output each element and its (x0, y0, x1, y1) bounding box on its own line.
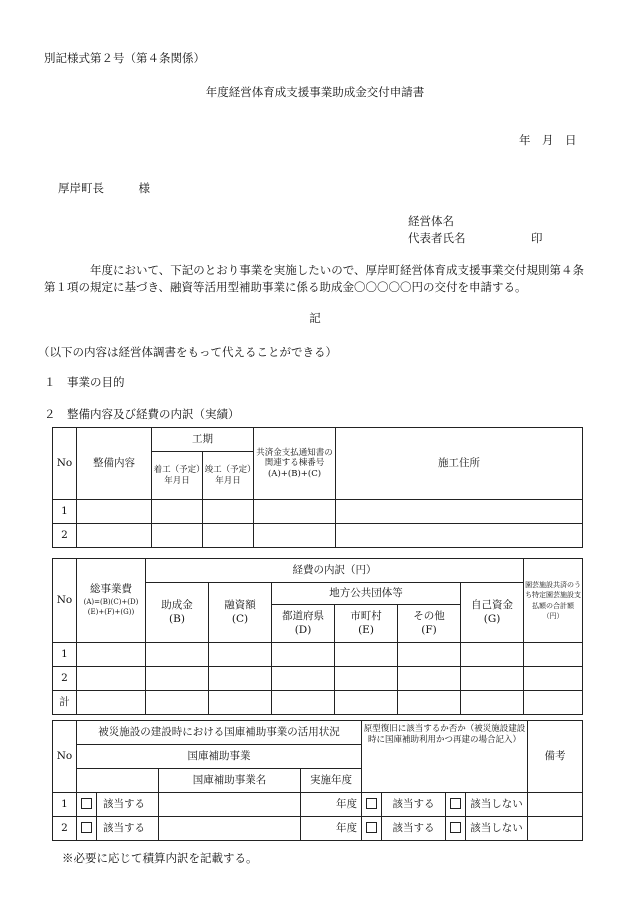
col-national-name: 国庫補助事業名 (159, 769, 301, 793)
applicable-label: 該当する (97, 793, 159, 817)
cell[interactable] (335, 643, 398, 667)
remarks-cell[interactable] (528, 817, 583, 841)
cell[interactable] (398, 691, 461, 715)
restore-yes-checkbox[interactable] (362, 817, 382, 841)
col-national: 国庫補助事業 (77, 745, 362, 769)
other-label: その他 (413, 610, 445, 623)
subsidy-label: 助成金 (161, 599, 193, 612)
subsidy-usage-table (52, 720, 583, 841)
national-name-cell[interactable] (159, 817, 301, 841)
own-code: (G) (483, 612, 501, 625)
muni-code: (E) (358, 623, 374, 636)
col-no: No (53, 559, 77, 643)
ki-heading: 記 (309, 311, 321, 325)
table-row (53, 667, 583, 691)
other-code: (F) (421, 623, 437, 636)
col-restoration: 原型復旧に該当するか否か（被災施設建設時に国庫補助利用かつ再建の場合記入） (362, 721, 528, 793)
subsidy-code: (B) (169, 612, 185, 625)
cell[interactable] (398, 643, 461, 667)
row-number: 2 (53, 817, 77, 841)
cell[interactable] (272, 691, 335, 715)
col-subsidy (146, 583, 209, 643)
cell[interactable] (77, 524, 152, 548)
notice-label: 共済金支払通知書の関連する棟番号 (256, 447, 333, 469)
col-end: 竣工（予定）年月日 (203, 452, 254, 500)
applicable-checkbox[interactable] (77, 817, 97, 841)
cell[interactable] (146, 691, 209, 715)
cell[interactable] (272, 667, 335, 691)
cell[interactable] (398, 667, 461, 691)
cell[interactable] (77, 500, 152, 524)
row-number: 2 (53, 524, 77, 548)
table-row (53, 500, 583, 524)
row-number: 1 (53, 500, 77, 524)
national-name-cell[interactable] (159, 793, 301, 817)
date-field: 年 月 日 (519, 133, 577, 147)
muni-label: 市町村 (350, 610, 382, 623)
footnote: ※必要に応じて積算内訳を記載する。 (62, 851, 258, 865)
col-address: 施工住所 (336, 428, 583, 500)
restore-no-label: 該当しない (466, 817, 528, 841)
expense-table (52, 558, 583, 715)
col-prefecture (272, 605, 335, 643)
cell[interactable] (524, 667, 583, 691)
section-breakdown: ２ 整備内容及び経費の内訳（実績） (44, 407, 240, 421)
col-municipality (335, 605, 398, 643)
total-formula: (A)=(B)(C)+(D)(E)+(F)+(G)) (83, 597, 139, 617)
cell[interactable] (209, 643, 272, 667)
cell[interactable] (203, 524, 254, 548)
row-number: 計 (53, 691, 77, 715)
year-suffix[interactable]: 年度 (301, 817, 362, 841)
row-number: 1 (53, 643, 77, 667)
cell[interactable] (335, 691, 398, 715)
row-number: 2 (53, 667, 77, 691)
col-local-gov: 地方公共団体等 (272, 583, 461, 605)
cell[interactable] (461, 691, 524, 715)
col-no: No (53, 721, 77, 793)
cell[interactable] (77, 643, 146, 667)
substitute-note: （以下の内容は経営体調書をもって代えることができる） (38, 345, 337, 359)
cell[interactable] (209, 667, 272, 691)
cell[interactable] (461, 667, 524, 691)
remarks-cell[interactable] (528, 793, 583, 817)
cell[interactable] (524, 643, 583, 667)
row-number: 1 (53, 793, 77, 817)
table-row (53, 643, 583, 667)
col-own-funds (461, 583, 524, 643)
col-remarks: 備考 (528, 721, 583, 793)
works-table (52, 427, 583, 548)
table-row (53, 817, 583, 841)
page-title: 年度経営体育成支援事業助成金交付申請書 (205, 85, 425, 99)
pref-code: (D) (294, 623, 312, 636)
cell[interactable] (152, 500, 203, 524)
col-horticulture: 園芸施設共済のうち特定園芸施設支払額の合計額（円） (524, 559, 583, 643)
entity-name-label: 経営体名 (408, 214, 454, 228)
application-paragraph: 年度において、下記のとおり事業を実施したいので、厚岸町経営体育成支援事業交付規則第４条第１項の規定に基づき、融資等活用型補助事業に係る助成金〇〇〇〇〇円の交付を申請する。 (44, 263, 585, 294)
cell[interactable] (209, 691, 272, 715)
restore-no-label: 該当しない (466, 793, 528, 817)
seal-mark: 印 (531, 231, 543, 245)
restore-no-checkbox[interactable] (446, 793, 466, 817)
restore-yes-label: 該当する (382, 793, 446, 817)
table-row (53, 793, 583, 817)
notice-formula: (A)+(B)+(C) (267, 468, 322, 479)
applicable-label: 該当する (97, 817, 159, 841)
col-no: No (53, 428, 77, 500)
col-period: 工期 (152, 428, 254, 452)
total-label: 総事業費 (90, 583, 132, 596)
restore-yes-checkbox[interactable] (362, 793, 382, 817)
table-row-total (53, 691, 583, 715)
cell[interactable] (152, 524, 203, 548)
cell[interactable] (146, 667, 209, 691)
col-start: 着工（予定）年月日 (152, 452, 203, 500)
cell[interactable] (146, 643, 209, 667)
col-total (77, 559, 146, 643)
restore-yes-label: 該当する (382, 817, 446, 841)
cell[interactable] (254, 524, 336, 548)
col-notice (254, 428, 336, 500)
pref-label: 都道府県 (282, 610, 324, 623)
col-other (398, 605, 461, 643)
form-id: 別記様式第２号（第４条関係） (44, 51, 205, 65)
cell[interactable] (203, 500, 254, 524)
cell[interactable] (77, 691, 146, 715)
col-year: 実施年度 (301, 769, 362, 793)
cell[interactable] (272, 643, 335, 667)
cell[interactable] (336, 524, 583, 548)
col-breakdown: 経費の内訳（円） (146, 559, 524, 583)
cell[interactable] (524, 691, 583, 715)
cell[interactable] (335, 667, 398, 691)
year-suffix[interactable]: 年度 (301, 793, 362, 817)
loan-label: 融資額 (224, 599, 256, 612)
own-label: 自己資金 (471, 599, 514, 612)
representative-label: 代表者氏名 (408, 231, 466, 245)
blank-cell (77, 769, 159, 793)
cell[interactable] (254, 500, 336, 524)
cell[interactable] (461, 643, 524, 667)
applicable-checkbox[interactable] (77, 793, 97, 817)
cell[interactable] (77, 667, 146, 691)
table-row (53, 524, 583, 548)
col-usage: 被災施設の建設時における国庫補助事業の活用状況 (77, 721, 362, 745)
loan-code: (C) (231, 612, 249, 625)
addressee: 厚岸町長 様 (58, 181, 150, 195)
cell[interactable] (336, 500, 583, 524)
col-loan (209, 583, 272, 643)
restore-no-checkbox[interactable] (446, 817, 466, 841)
col-content: 整備内容 (77, 428, 152, 500)
section-purpose: １ 事業の目的 (44, 375, 125, 389)
